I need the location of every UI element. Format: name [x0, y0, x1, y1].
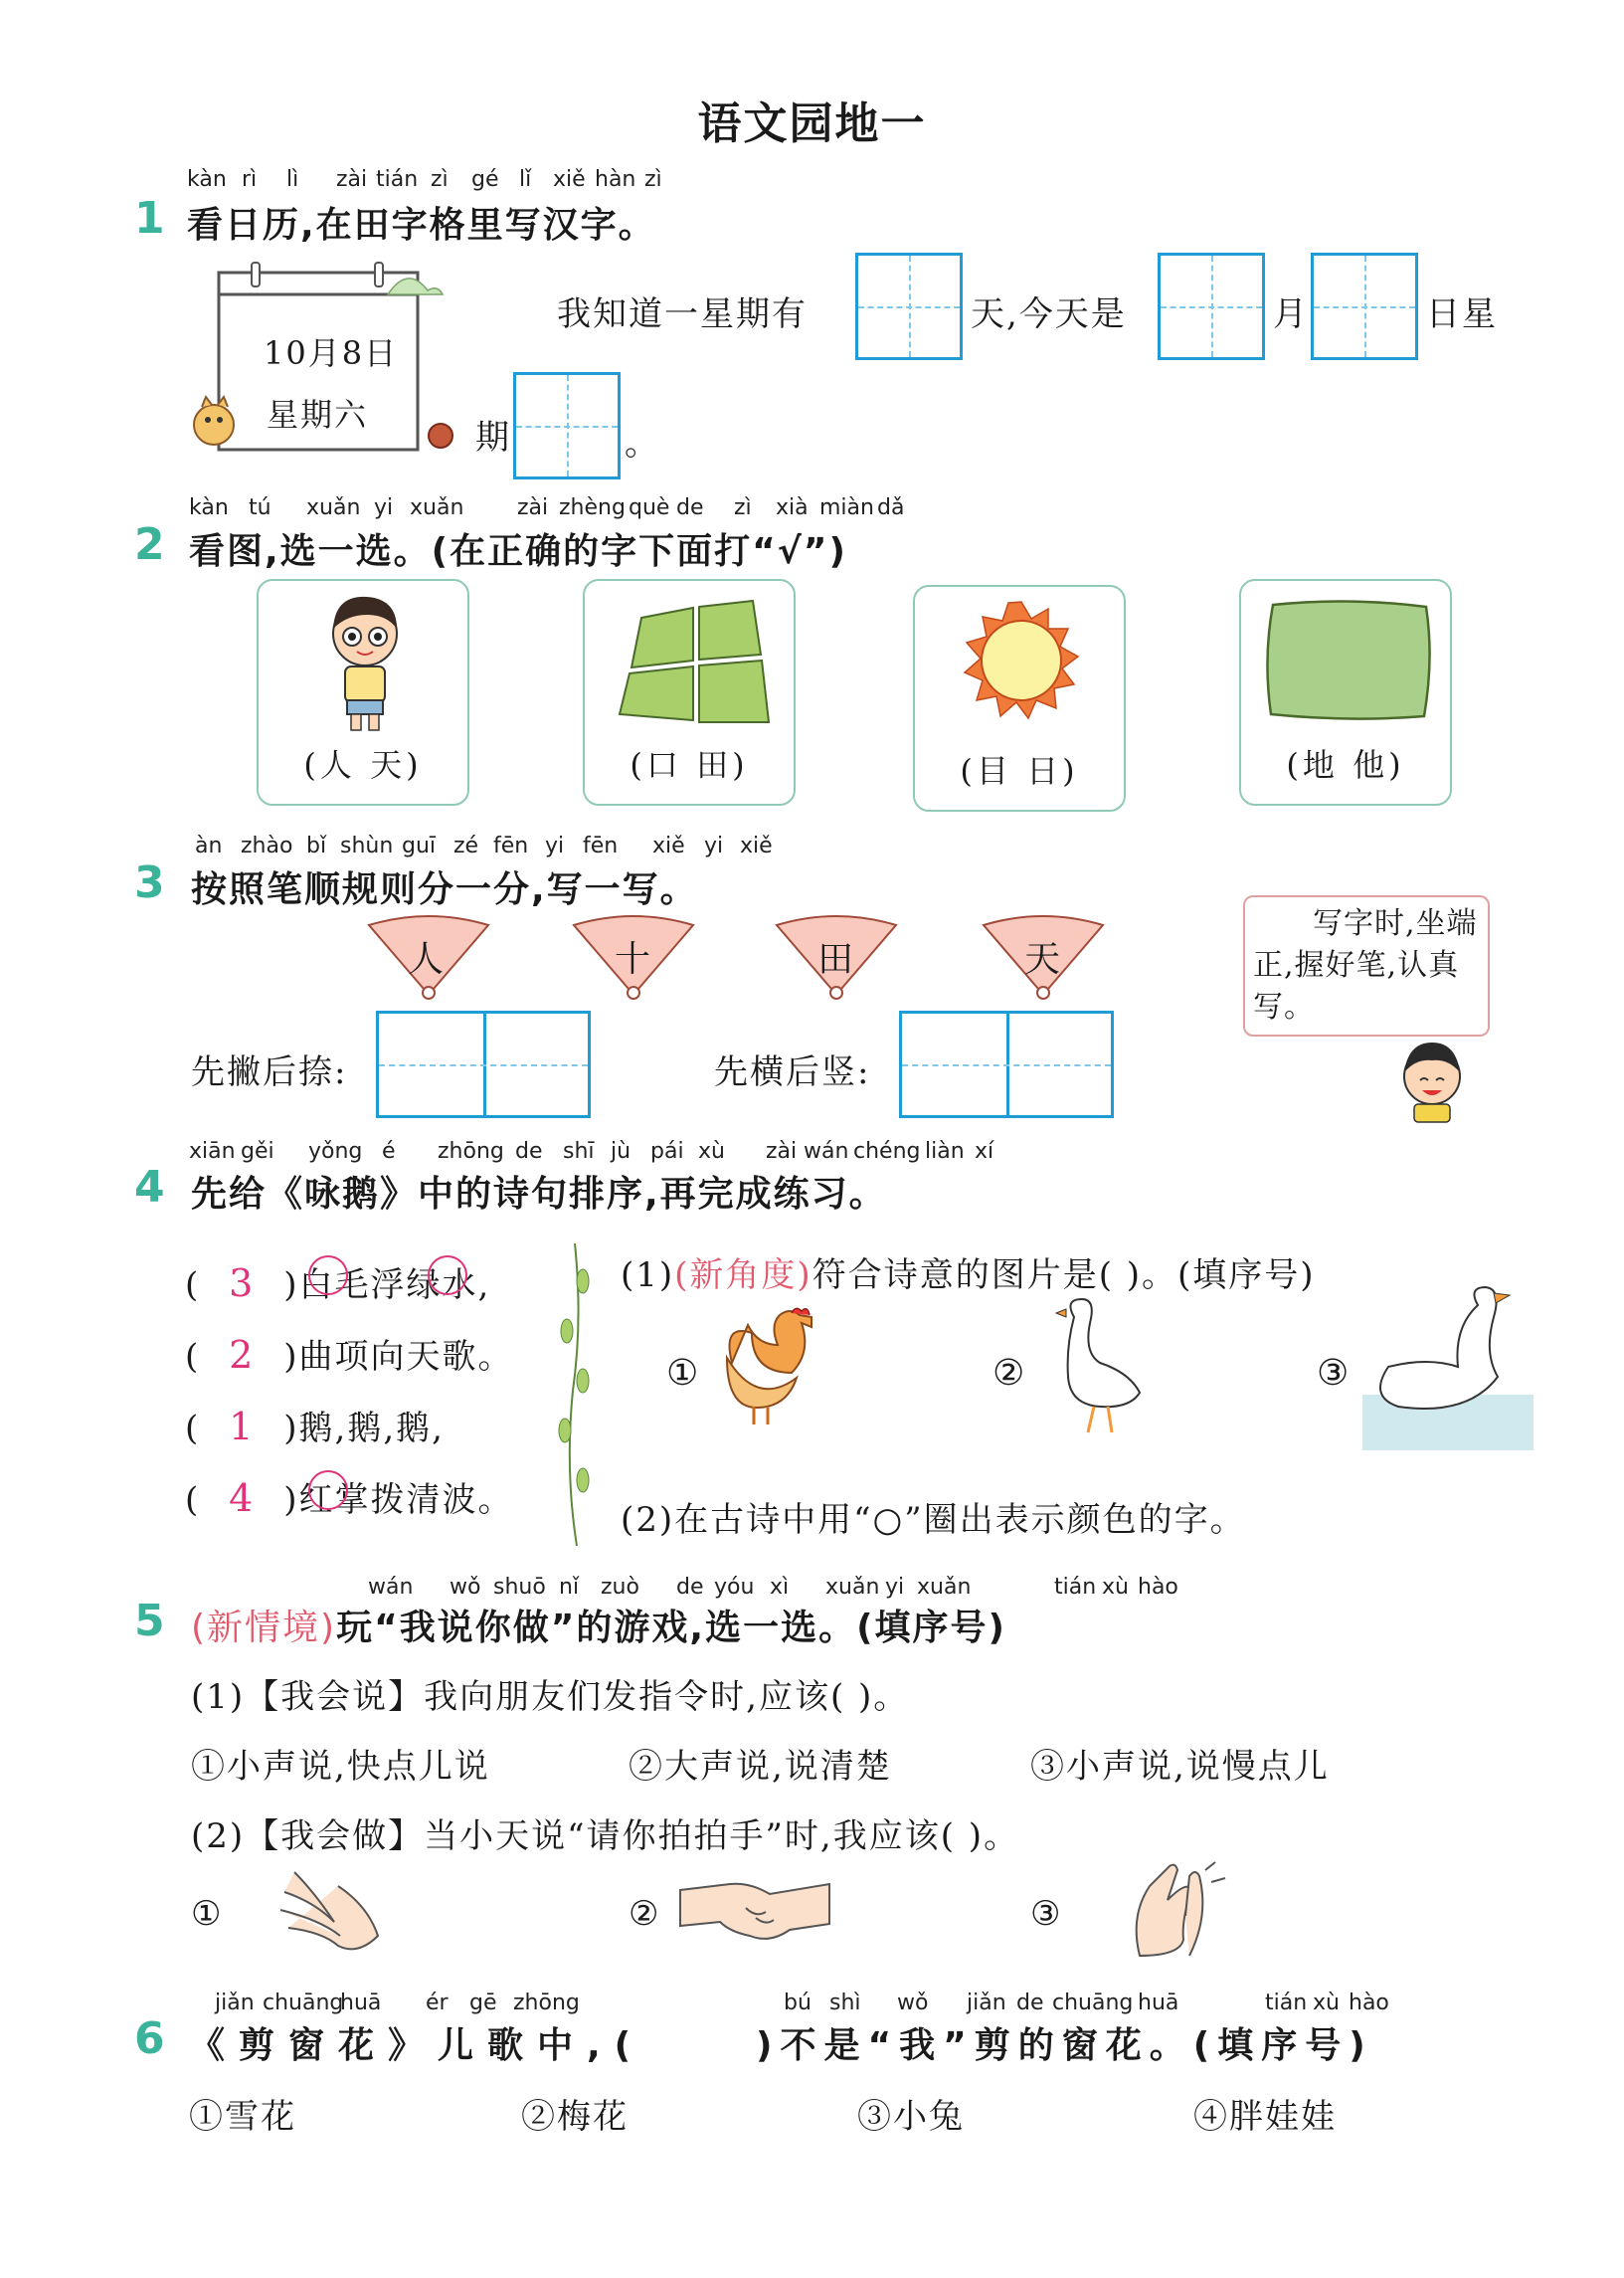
writing-grid-pie-na[interactable] [376, 1011, 591, 1118]
order-answer-4[interactable]: 4 [229, 1476, 256, 1520]
label-heng-shu: 先横后竖: [714, 1052, 871, 1092]
card-4-label[interactable]: (地 他) [1286, 746, 1405, 784]
q5-option-1[interactable]: ①小声说,快点儿说 [191, 1747, 490, 1787]
q3-instruction: 按照笔顺规则分一分,写一写。 [191, 869, 698, 910]
q6-option-1[interactable]: ①雪花 [189, 2097, 296, 2137]
label-pie-na: 先撇后捺: [191, 1052, 348, 1092]
goose-standing-icon [1044, 1297, 1154, 1446]
vine-divider [553, 1241, 597, 1550]
poem-line-3: ( 1 )鹅,鹅,鹅, [185, 1405, 445, 1448]
q5-sub1: (1)【我会说】我向朋友们发指令时,应该( )。 [191, 1677, 910, 1717]
circle-mark-bai [308, 1255, 348, 1295]
q4-sub1: (1)(新角度)符合诗意的图片是( )。(填序号) [621, 1255, 1316, 1295]
q2-number: 2 [134, 519, 165, 570]
writing-grid-days[interactable] [855, 253, 963, 360]
poem-text-1: 白毛浮绿水, [298, 1265, 491, 1305]
card-2-label[interactable]: (口 田) [630, 746, 749, 784]
q4-number: 4 [134, 1162, 165, 1213]
q6-instruction-b: )不是“我”剪的窗花。(填序号) [756, 2025, 1373, 2066]
writing-grid-month[interactable] [1158, 253, 1265, 360]
q6-option-2[interactable]: ②梅花 [521, 2097, 629, 2137]
q6-option-4[interactable]: ④胖娃娃 [1193, 2097, 1337, 2137]
order-answer-2[interactable]: 2 [229, 1333, 256, 1377]
picture-card-1 [257, 579, 469, 806]
handshake-icon [676, 1870, 835, 1950]
poem-text-2: 曲项向天歌。 [298, 1337, 514, 1377]
grassland-icon [1259, 595, 1438, 724]
q1-sentence-part5: 期 [475, 418, 511, 458]
hand-option-label-3[interactable]: ③ [1030, 1894, 1063, 1934]
calendar-date: 10月8日 [264, 334, 399, 372]
picture-card-2 [583, 579, 796, 806]
picture-card-3 [913, 585, 1126, 812]
card-3-label[interactable]: (目 日) [960, 752, 1079, 790]
picture-card-4 [1239, 579, 1452, 806]
fan-char-4: 天 [1024, 939, 1063, 980]
q2-instruction: 看图,选一选。(在正确的字下面打“√”) [189, 531, 847, 572]
writing-grid-day[interactable] [1311, 253, 1418, 360]
q6-instruction-a: 《剪窗花》儿歌中,( [189, 2025, 645, 2066]
new-scenario-tag: (新情境) [191, 1608, 337, 1648]
poem-line-1: ( 3 )白毛浮绿水, [185, 1261, 491, 1305]
q1-sentence-part3: 月 [1273, 294, 1309, 334]
option-label-1[interactable]: ① [666, 1353, 701, 1394]
new-angle-tag: (新角度) [674, 1255, 812, 1295]
poem-line-2: ( 2 )曲项向天歌。 [185, 1333, 514, 1377]
fan-char-1: 人 [408, 939, 447, 980]
speech-bubble [1243, 895, 1490, 1037]
order-answer-3[interactable]: 1 [229, 1405, 256, 1448]
fan-char-3: 田 [817, 939, 856, 980]
q5-instruction: (新情境)玩“我说你做”的游戏,选一选。(填序号) [191, 1608, 1006, 1648]
q4-instruction: 先给《咏鹅》中的诗句排序,再完成练习。 [191, 1174, 887, 1215]
q5-number: 5 [134, 1596, 165, 1646]
q3-number: 3 [134, 857, 165, 908]
order-answer-1[interactable]: 3 [229, 1261, 256, 1305]
q1-sentence-part6: 。 [625, 424, 660, 464]
option-label-2[interactable]: ② [992, 1353, 1027, 1394]
option-label-3[interactable]: ③ [1317, 1353, 1352, 1394]
q1-instruction: 看日历,在田字格里写汉字。 [187, 205, 656, 246]
field-icon [602, 593, 781, 732]
tip-text: 写字时,坐端正,握好笔,认真写。 [1253, 906, 1478, 1025]
q1-sentence-part2: 天,今天是 [971, 294, 1127, 334]
child-icon [1392, 1035, 1472, 1124]
poem-text-3: 鹅,鹅,鹅, [298, 1409, 445, 1448]
page-title: 语文园地一 [697, 98, 927, 149]
writing-grid-weekday[interactable] [513, 372, 621, 479]
calendar-weekday: 星期六 [267, 396, 369, 434]
hand-option-label-1[interactable]: ① [191, 1894, 224, 1934]
hand-option-label-2[interactable]: ② [629, 1894, 661, 1934]
q1-number: 1 [134, 193, 165, 244]
q5-sub2: (2)【我会做】当小天说“请你拍拍手”时,我应该( )。 [191, 1816, 1020, 1856]
q4-sub2: (2)在古诗中用“○”圈出表示颜色的字。 [621, 1500, 1246, 1540]
writing-grid-heng-shu[interactable] [899, 1011, 1114, 1118]
q6-option-3[interactable]: ③小兔 [857, 2097, 965, 2137]
clapping-hands-icon [1120, 1856, 1229, 1966]
fan-char-2: 十 [615, 939, 653, 980]
sun-icon [957, 597, 1086, 726]
circle-mark-lv [428, 1255, 467, 1295]
goose-swimming-icon [1358, 1285, 1537, 1454]
q6-number: 6 [134, 2013, 165, 2064]
q5-option-2[interactable]: ②大声说,说清楚 [629, 1747, 892, 1787]
card-1-label[interactable]: (人 天) [303, 746, 423, 784]
circle-mark-hong [308, 1470, 348, 1510]
boy-icon [305, 589, 425, 738]
q1-sentence-part4: 日星 [1426, 294, 1498, 334]
poem-line-4: ( 4 )红掌拨清波。 [185, 1476, 514, 1520]
poem-text-4: 红掌拨清波。 [298, 1480, 514, 1520]
q1-sentence-part1: 我知道一星期有 [557, 294, 808, 334]
q5-option-3[interactable]: ③小声说,说慢点儿 [1030, 1747, 1330, 1787]
waving-hand-icon [274, 1862, 384, 1962]
rooster-icon [712, 1303, 821, 1432]
